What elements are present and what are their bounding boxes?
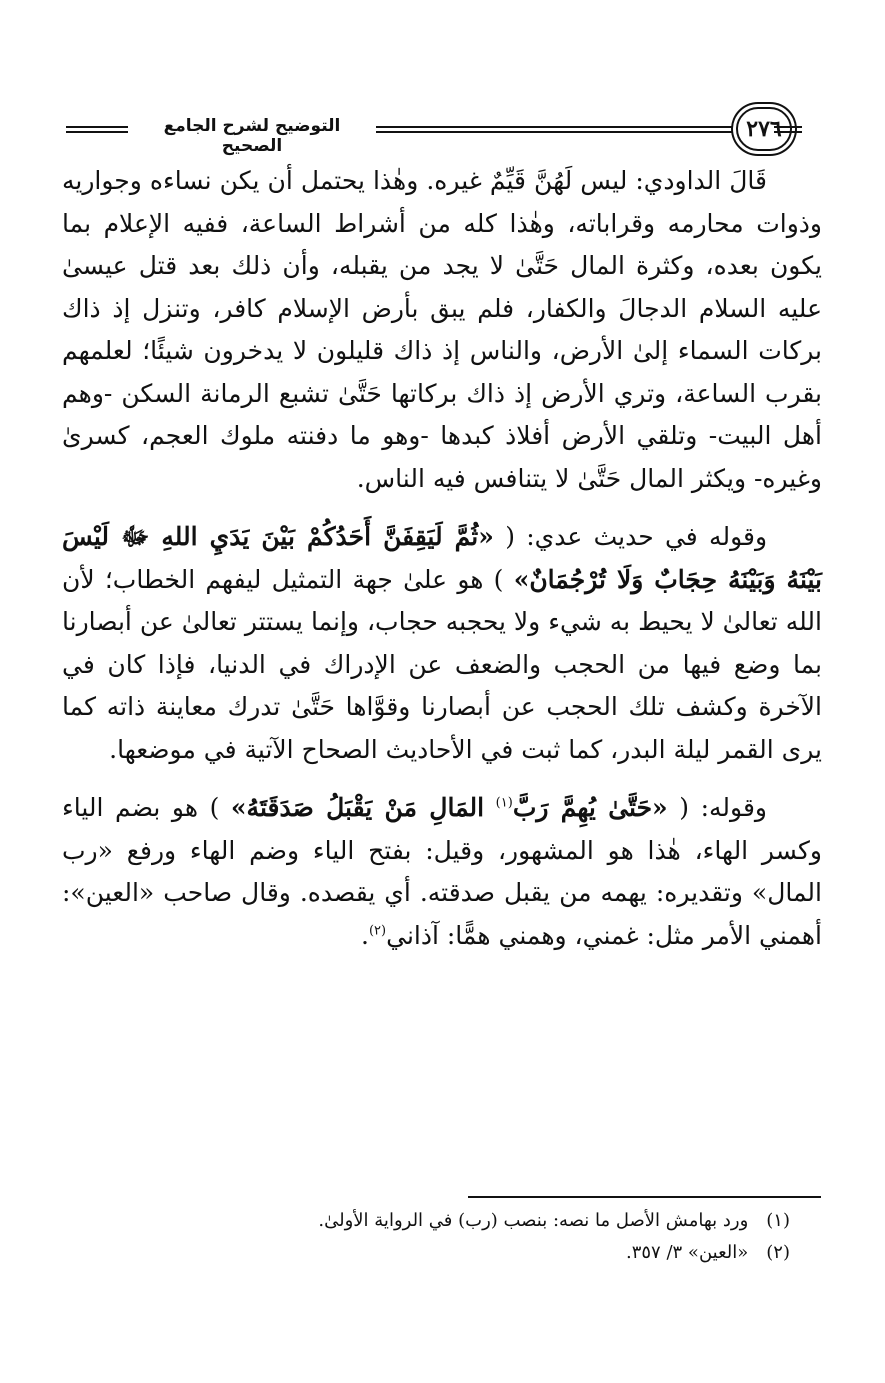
paragraph-2-rest: ) هو علىٰ جهة التمثيل ليفهم الخطاب؛ لأن الله تعالىٰ لا يحيط به شيء ولا يحجبه حجاب، وإنما يستتر تعالىٰ عن أبصارنا بما وضع فيها من الحجب والضعف عن الإدراك في الدنيا، فإذا كان في الآخرة وكشف تلك الحجب عن أبصارنا وقوَّاها حَتَّىٰ تدرك معاينة ذاته كما يرى القمر ليلة البدر، كما ثبت في الأحاديث الصحاح الآتية في موضعها. bbox=[62, 564, 822, 764]
footnote-1-number: (١) bbox=[766, 1210, 790, 1231]
footnote-ref-2: (٢) bbox=[368, 923, 387, 939]
footnote-ref-1: (١) bbox=[495, 795, 513, 811]
header-rule-left bbox=[66, 126, 128, 133]
hadith-quote-2b: المَالِ مَنْ يَقْبَلُ صَدَقَتَهُ» bbox=[230, 793, 485, 822]
paragraph-3-end: . bbox=[361, 920, 369, 950]
header-rule-middle bbox=[376, 126, 736, 133]
paragraph-3-intro: وقوله: ( bbox=[679, 793, 767, 822]
footnote-1-text: ورد بهامش الأصل ما نصه: بنصب (رب) في الرواية الأولىٰ. bbox=[318, 1210, 749, 1231]
footnote-1 bbox=[200, 1205, 790, 1237]
paragraph-2-intro: وقوله في حديث عدي: ( bbox=[505, 522, 768, 551]
page-number: ٢٧٦ bbox=[736, 107, 792, 151]
header-rule-right bbox=[774, 126, 802, 133]
footnote-2-text: «العين» ٣/ ٣٥٧. bbox=[625, 1242, 749, 1263]
hadith-quote-2a: «حَتَّىٰ يُهِمَّ رَبَّ bbox=[512, 793, 668, 822]
footnote-separator bbox=[468, 1196, 821, 1198]
running-title: التوضيح لشرح الجامع الصحيح bbox=[163, 116, 341, 156]
paragraph-3 bbox=[62, 787, 822, 957]
paragraph-3-rest: ) هو بضم الياء وكسر الهاء، هٰذا هو المشهور، وقيل: بفتح الياء وضم الهاء ورفع «رب المال» وتقديره: يهمه من يقبل صدقته. أي يقصده. وقال صاحب «العين»: أهمني الأمر مثل: غمني، وهمني همًّا: آذاني bbox=[62, 793, 822, 950]
footnote-2 bbox=[200, 1237, 790, 1269]
main-text bbox=[62, 160, 822, 957]
footnotes bbox=[200, 1205, 790, 1269]
paragraph-1: قَالَ الداودي: ليس لَهُنَّ قَيِّمٌ غيره. وهٰذا يحتمل أن يكن نساءه وجواريه وذوات محارمه وقراباته، وهٰذا كله من أشراط الساعة، ففيه الإعلام بما يكون بعده، وكثرة المال حَتَّىٰ لا يجد من يقبله، وأن ذلك بعد قتل عيسىٰ عليه السلام الدجالَ والكفار، فلم يبق بأرض الإسلام كافر، وتنزل إذ ذاك بركات السماء إلىٰ الأرض، والناس إذ ذاك قليلون لا يدخرون شيئًا؛ لعلمهم بقرب الساعة، وتري الأرض إذ ذاك بركاتها حَتَّىٰ تشبع الرمانة السكن -وهم أهل البيت- وتلقي الأرض أفلاذ كبدها -وهو ما دفنته ملوك العجم، كسرىٰ وغيره- ويكثر المال حَتَّىٰ لا يتنافس فيه الناس. bbox=[62, 166, 822, 493]
hadith-quote-1: «ثُمَّ لَيَقِفَنَّ أَحَدُكُمْ بَيْنَ يَدَيِ اللهِ ﷻ لَيْسَ بَيْنَهُ وَبَيْنَهُ حِجَابٌ وَلَا تُرْجُمَانٌ» bbox=[62, 522, 822, 594]
footnote-2-number: (٢) bbox=[766, 1242, 790, 1263]
page-header bbox=[60, 104, 805, 156]
paragraph-2 bbox=[62, 516, 822, 771]
